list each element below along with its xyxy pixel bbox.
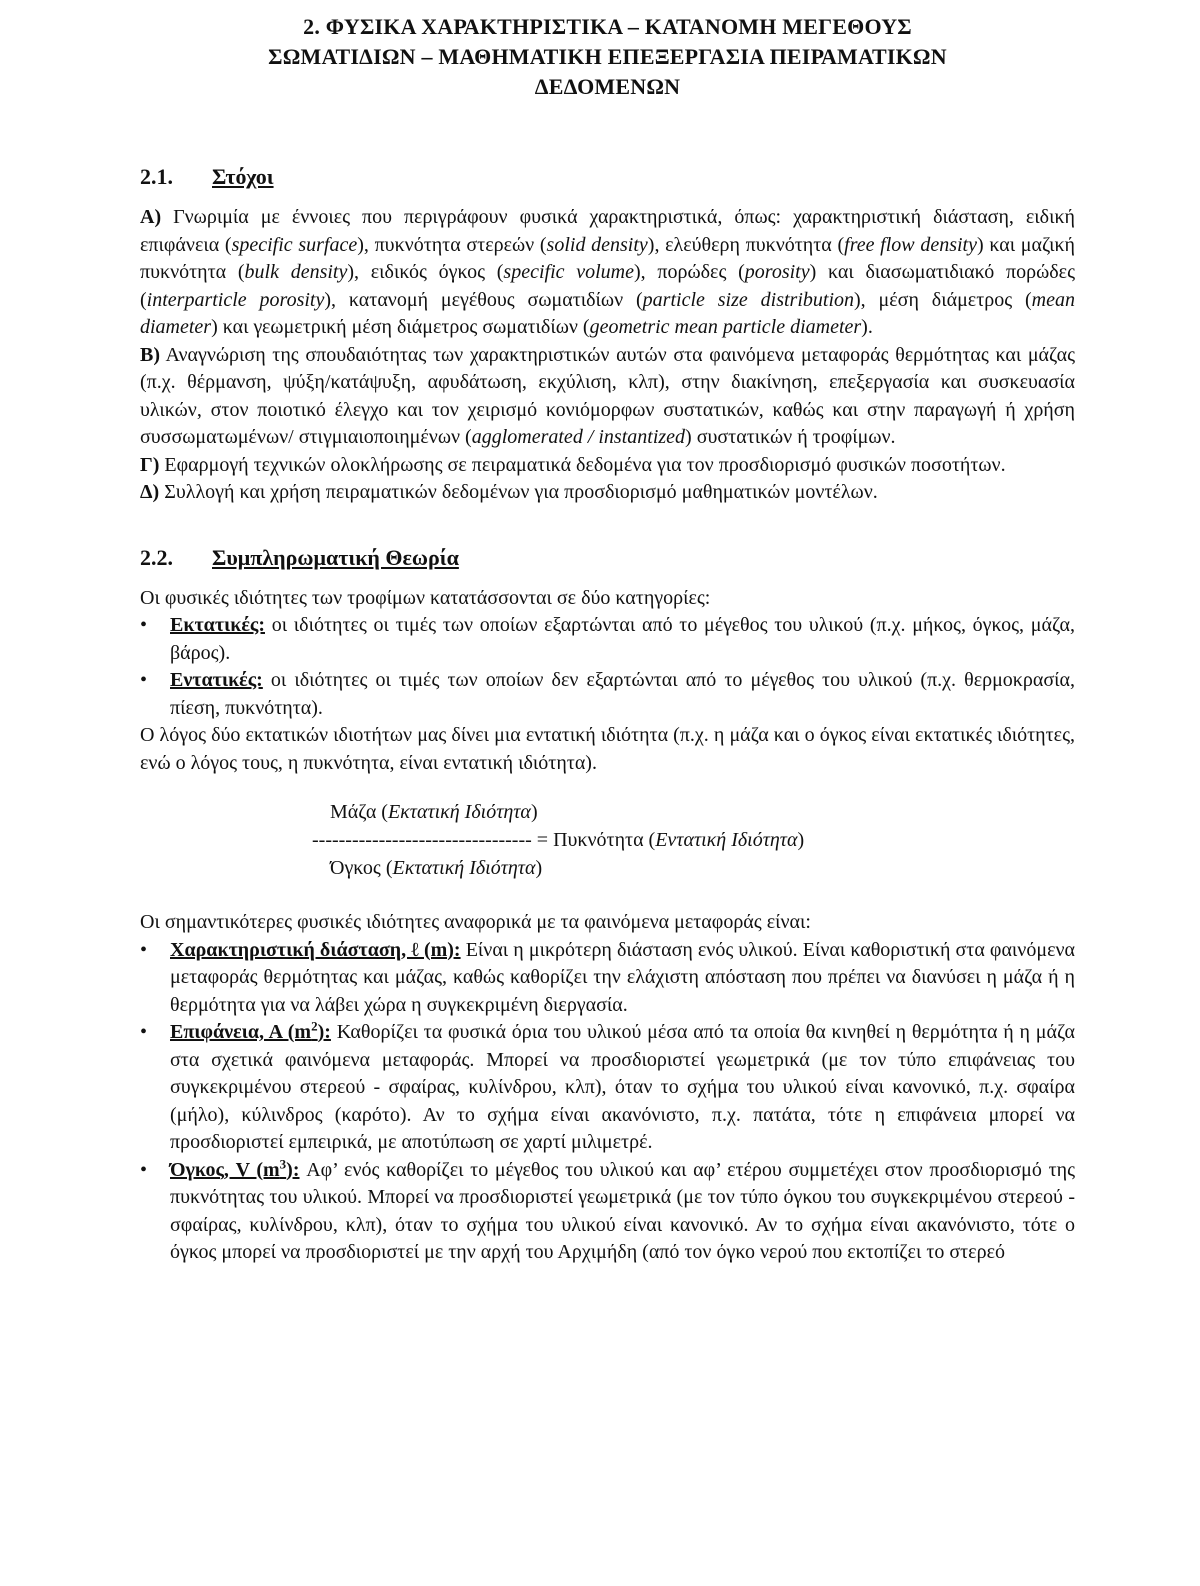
goal-c-paragraph: [140, 452, 1075, 480]
text-run: ) συστατικών ή τροφίμων.: [685, 426, 896, 448]
formula-fraction-line: [312, 827, 804, 855]
formula-numerator: [330, 799, 538, 827]
section-heading-theory: [140, 545, 1075, 571]
text-run: ): [535, 857, 543, 879]
text-run: Αναγνώριση της σπουδαιότητας των χαρακτηριστικών αυτών στα φαινόμενα μεταφοράς θερμότητας και μάζας (π.χ. θέρμανση, ψύξη/κατάψυξη, αφυδάτωση, εκχύλιση, κλπ), στην διακίνηση, επεξεργασία και συσκευασία υλικών, στον ποιοτικό έλεγχο και τον χειρισμό κονιόμορφων συστατικών, καθώς και στην παραγωγή ή χρήση συσσωματωμένων/ στιγμιαιοποιημένων (: [140, 343, 1075, 448]
english-term: particle size distribution: [642, 288, 854, 311]
transport-intro: Οι σημαντικότερες φυσικές ιδιότητες αναφορικά με τα φαινόμενα μεταφοράς είναι:: [140, 911, 811, 933]
list-item-extensive: [140, 612, 1075, 667]
text-run: ): [797, 829, 805, 851]
bullet-icon: •: [140, 1021, 148, 1043]
text-run: Όγκος (: [330, 857, 393, 879]
bullet-icon: •: [140, 614, 148, 636]
list-item-volume: [140, 1157, 1075, 1267]
english-term: free flow density: [844, 233, 977, 256]
english-term: mean diameter: [140, 288, 1075, 338]
text-run: Γνωριμία με έννοιες που περιγράφουν φυσικά χαρακτηριστικά, όπως: χαρακτηριστική διάσταση, ειδική επιφάνεια (: [140, 206, 1075, 256]
text-run: ) και μαζική πυκνότητα (: [140, 233, 1076, 283]
title-line-3: ΔΕΔΟΜΕΝΩΝ: [534, 74, 681, 99]
formula-denominator: [330, 855, 542, 883]
section-label: Στόχοι: [212, 164, 274, 189]
text-run: Μάζα (: [330, 801, 388, 823]
section-label: Συμπληρωματική Θεωρία: [212, 544, 459, 570]
text-run: Επιφάνεια, Α (m: [170, 1021, 312, 1043]
bullet-icon: •: [140, 1158, 148, 1181]
text-run: Είναι η μικρότερη διάσταση ενός υλικού. Είναι καθοριστική στα φαινόμενα μεταφοράς θερμότητας και μάζας, καθώς καθορίζει την ελάχιστη απόσταση που πρέπει να διανύσει η μάζα ή η θερμότητα για να λάβει χώρα η συγκεκριμένη διεργασία.: [170, 938, 1075, 1016]
term-label: Εκτατικές:: [170, 614, 265, 636]
term-label: [170, 1018, 331, 1043]
text-run: ) και διασωματιδιακό πορώδες (: [140, 261, 1075, 311]
text-run: ):: [317, 1021, 331, 1043]
goal-d-paragraph: [140, 479, 1075, 507]
english-term: solid density: [546, 233, 648, 256]
text-run: Όγκος, V (m: [170, 1158, 280, 1181]
text-run: ), μέση διάμετρος (: [854, 288, 1032, 311]
english-term: agglomerated / instantized: [471, 426, 686, 448]
bullet-icon: •: [140, 669, 148, 691]
text-run: Συλλογή και χρήση πειραματικών δεδομένων για προσδιορισμό μαθηματικών μοντέλων.: [159, 481, 878, 503]
density-formula: [140, 799, 1075, 883]
english-term: geometric mean particle diameter: [589, 316, 862, 338]
english-term: specific volume: [503, 261, 634, 283]
title-line-1: 2. ΦΥΣΙΚΑ ΧΑΡΑΚΤΗΡΙΣΤΙΚΑ – ΚΑΤΑΝΟΜΗ ΜΕΓΕΘΟΥΣ: [303, 14, 912, 39]
text-run: οι ιδιότητες οι τιμές των οποίων δεν εξαρτώνται από το μέγεθος του υλικού (π.χ. θερμοκρασία, πίεση, πυκνότητα).: [170, 669, 1075, 719]
chapter-title: [140, 12, 1075, 102]
text-run: Καθορίζει τα φυσικά όρια του υλικού μέσα από τα οποία θα κινηθεί η θερμότητα ή η μάζα στα σχετικά φαινόμενα μεταφοράς. Μπορεί να προσδιοριστεί γεωμετρικά (με τον τύπο επιφάνειας του συγκεκριμένου στερεού - σφαίρας, κυλίνδρου, κλπ), όταν το σχήμα του υλικού είναι κανονικό, π.χ. σφαίρα (μήλο), κύλινδρος (καρότο). Αν το σχήμα είναι ακανόνιστο, π.χ. πατάτα, τότε η επιφάνεια μπορεί να προσδιοριστεί εμπειρικά, με αποτύπωση σε χαρτί μιλιμετρέ.: [170, 1021, 1076, 1153]
text-run: Εντατική Ιδιότητα: [655, 829, 798, 851]
document-page: [140, 0, 1075, 1267]
bullet-icon: •: [140, 938, 148, 961]
text-run: ), κατανομή μεγέθους σωματιδίων (: [324, 288, 643, 311]
text-run: ):: [286, 1158, 300, 1181]
english-term: specific surface: [231, 233, 358, 256]
english-term: bulk density: [244, 261, 348, 283]
section-number: 2.1.: [140, 164, 173, 189]
text-run: Εκτατική Ιδιότητα: [392, 857, 536, 879]
text-run: ), πυκνότητα στερεών (: [357, 233, 547, 256]
english-term: interparticle porosity: [146, 288, 325, 311]
list-item-characteristic-dimension: [140, 937, 1075, 1020]
section-heading-goals: [140, 164, 1075, 190]
text-run: Εκτατική Ιδιότητα: [387, 801, 531, 823]
ratio-paragraph: Ο λόγος δύο εκτατικών ιδιοτήτων μας δίνει μια εντατική ιδιότητα (π.χ. η μάζα και ο όγκος είναι εκτατικές ιδιότητες, ενώ ο λόγος τους, η πυκνότητα, είναι εντατική ιδιότητα).: [140, 724, 1075, 774]
text-run: Εφαρμογή τεχνικών ολοκλήρωσης σε πειραματικά δεδομένα για τον προσδιορισμό φυσικών ποσοτήτων.: [159, 453, 1006, 476]
text-run: ) και γεωμετρική μέση διάμετρος σωματιδίων (: [211, 316, 590, 338]
term-label: Εντατικές:: [170, 669, 263, 691]
theory-intro: Οι φυσικές ιδιότητες των τροφίμων κατατάσσονται σε δύο κατηγορίες:: [140, 586, 711, 609]
goal-d-label: Δ): [140, 481, 160, 503]
term-label: Χαρακτηριστική διάσταση, ℓ (m):: [170, 938, 461, 961]
text-run: ), ελεύθερη πυκνότητα (: [647, 233, 845, 256]
text-run: ), πορώδες (: [634, 261, 745, 283]
goal-b-label: Β): [140, 343, 160, 366]
text-run: --------------------------------- = Πυκνότητα (: [312, 829, 656, 851]
text-run: ): [530, 801, 538, 823]
transport-properties-list: [140, 937, 1075, 1267]
text-run: Αφ’ ενός καθορίζει το μέγεθος του υλικού και αφ’ ετέρου συμμετέχει στον προσδιορισμό της πυκνότητας του υλικού. Μπορεί να προσδιοριστεί γεωμετρικά (με τον τύπο όγκου του συγκεκριμένου στερεού - σφαίρας, κυλίνδρου, κλπ), όταν το σχήμα του υλικού είναι κανονικό. Αν το σχήμα είναι ακανόνιστο, τότε ο όγκος μπορεί να προσδιοριστεί με την αρχή του Αρχιμήδη (από τον όγκο νερού που εκτοπίζει το στερεό: [170, 1158, 1075, 1263]
property-categories-list: [140, 612, 1075, 722]
text-run: 3: [279, 1155, 287, 1171]
english-term: porosity: [744, 261, 810, 283]
goal-b-paragraph: [140, 342, 1075, 452]
term-label: [170, 1155, 300, 1181]
list-item-intensive: [140, 667, 1075, 722]
goal-c-label: Γ): [140, 453, 160, 476]
goal-a-paragraph: [140, 204, 1075, 342]
text-run: οι ιδιότητες οι τιμές των οποίων εξαρτώνται από το μέγεθος του υλικού (π.χ. μήκος, όγκος, μάζα, βάρος).: [170, 614, 1075, 664]
section-number: 2.2.: [140, 544, 173, 570]
goal-a-label: Α): [140, 206, 162, 228]
title-line-2: ΣΩΜΑΤΙΔΙΩΝ – ΜΑΘΗΜΑΤΙΚΗ ΕΠΕΞΕΡΓΑΣΙΑ ΠΕΙΡΑΜΑΤΙΚΩΝ: [268, 44, 947, 69]
text-run: 2: [311, 1018, 318, 1034]
text-run: ), ειδικός όγκος (: [347, 261, 504, 283]
list-item-surface-area: [140, 1019, 1075, 1157]
text-run: ).: [861, 316, 873, 338]
